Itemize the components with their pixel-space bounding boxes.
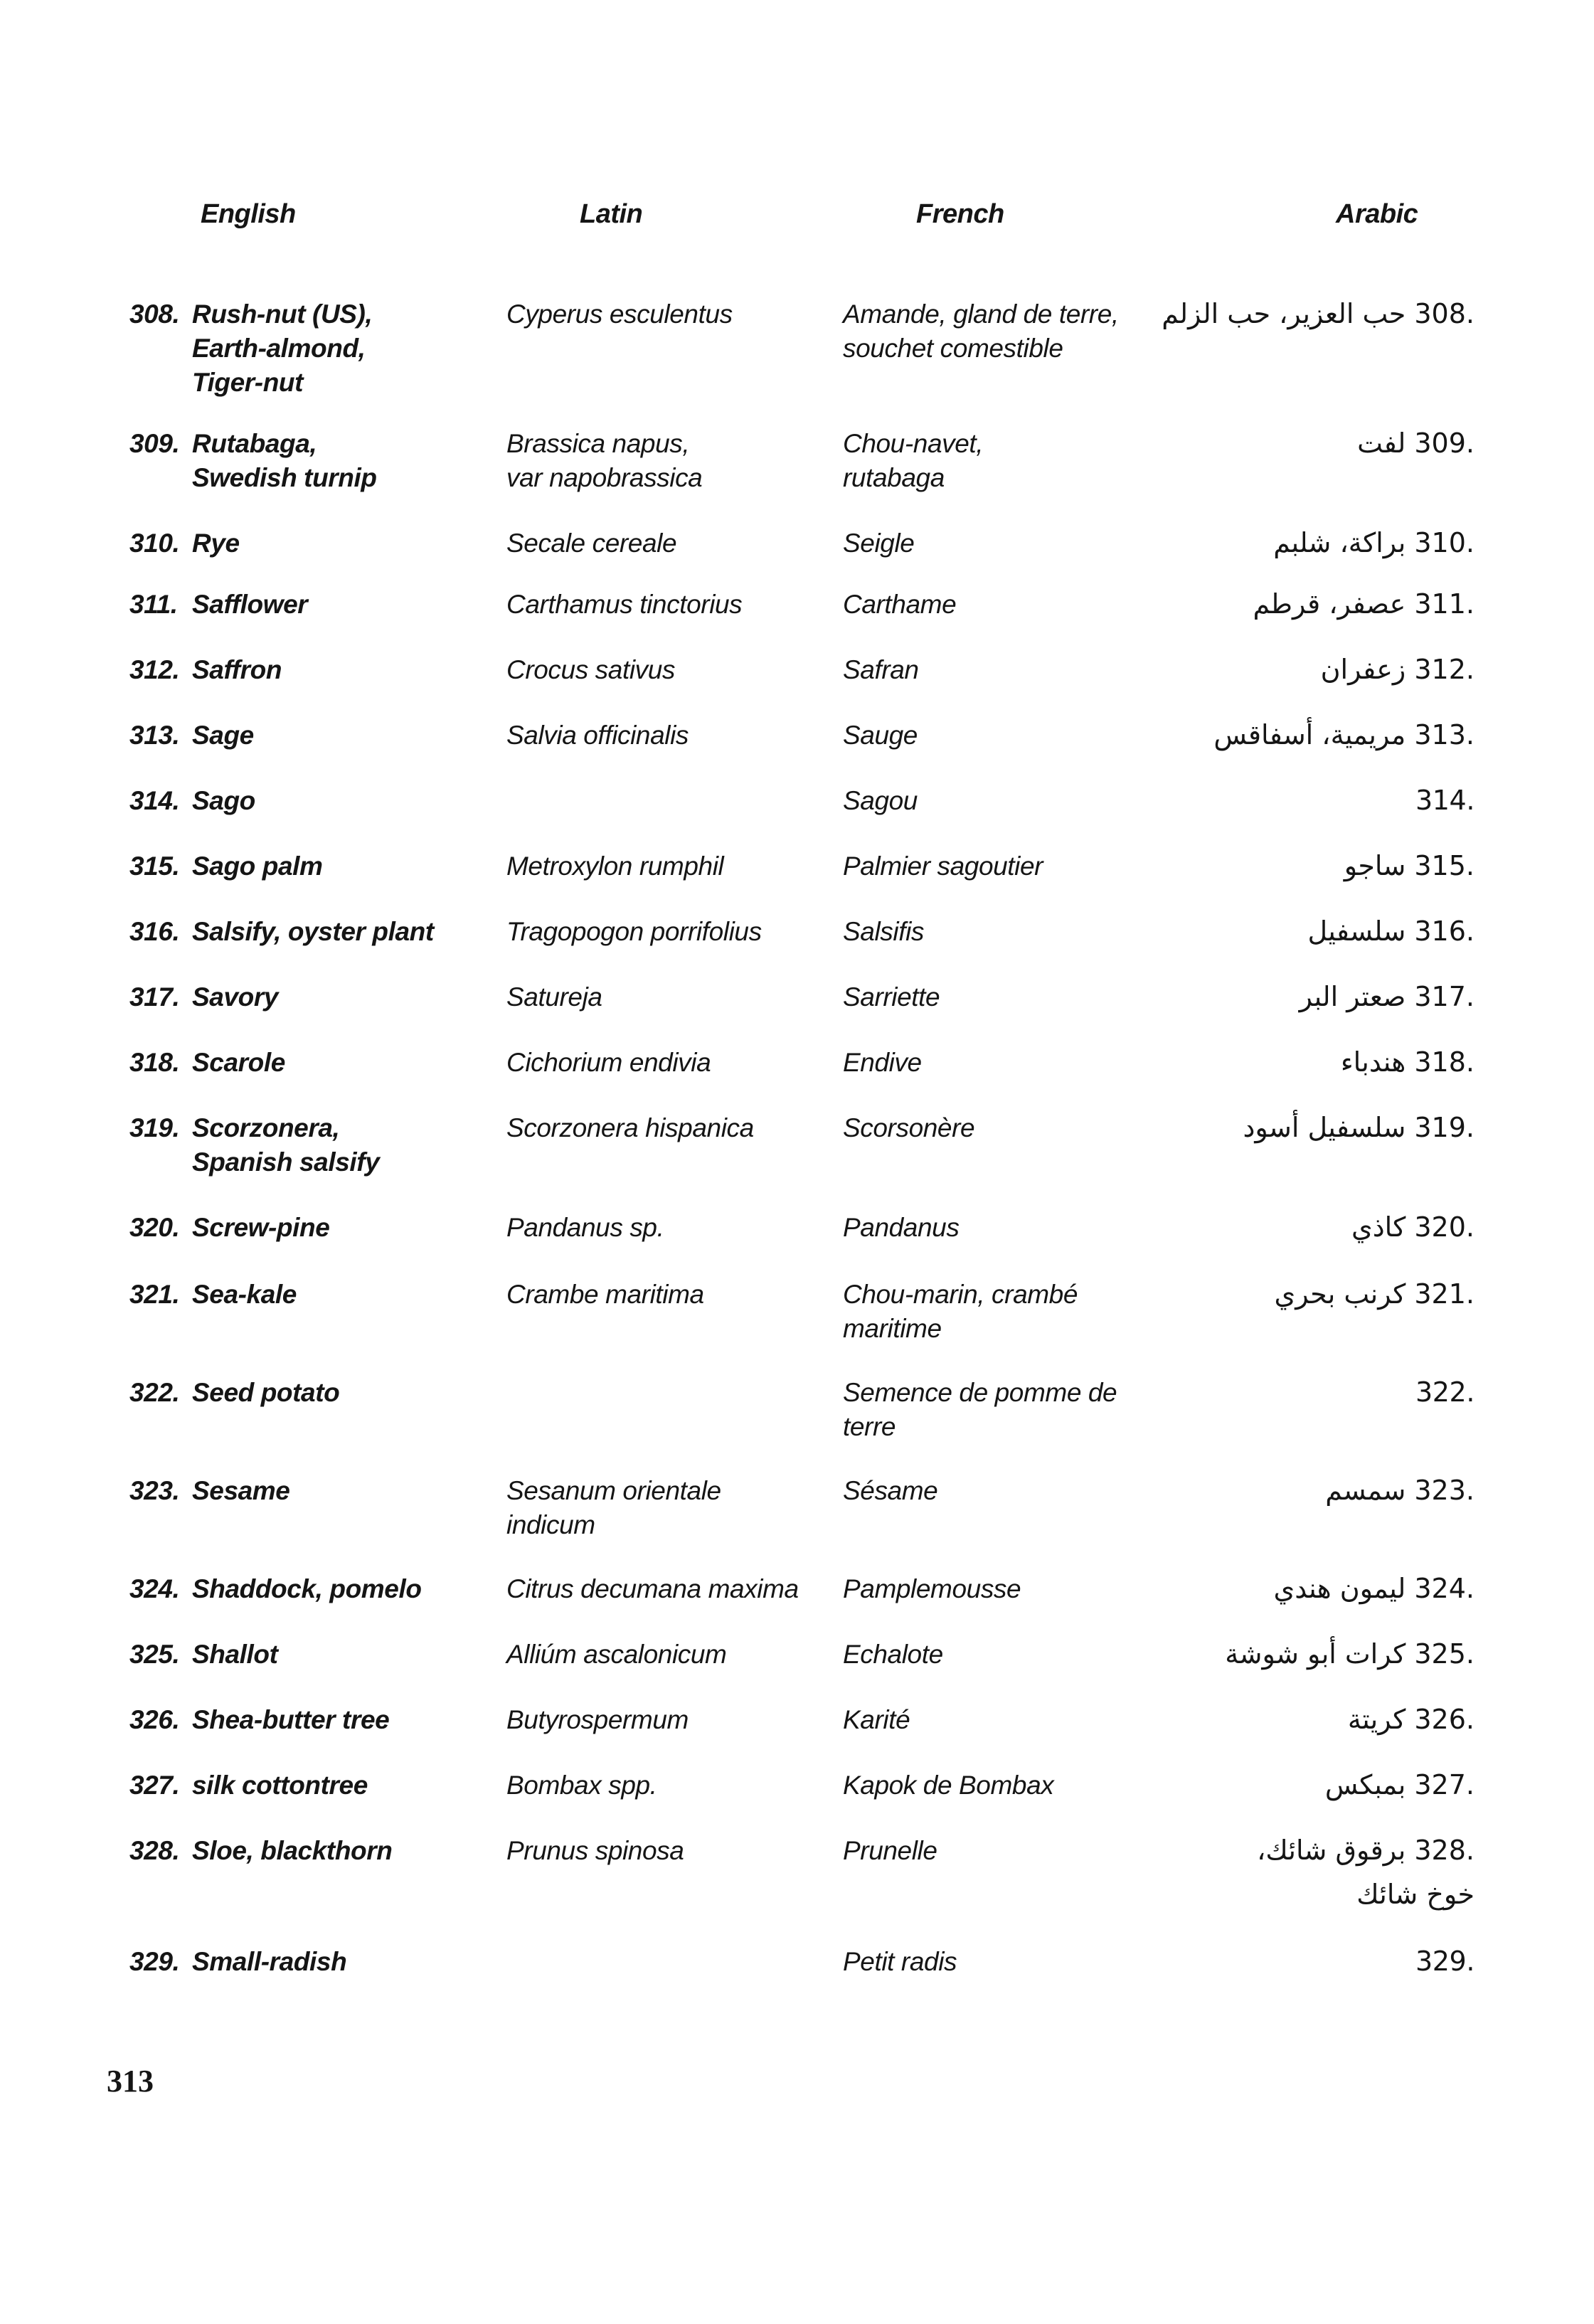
entry-latin: Crocus sativus <box>506 655 676 684</box>
header-english: English <box>201 199 296 229</box>
entry-french: Amande, gland de terre, souchet comestible <box>843 299 1119 363</box>
entry-arabic-text: .311 عصفر، قرطم <box>1253 588 1475 620</box>
entry-latin: Prunus spinosa <box>506 1836 684 1865</box>
entry-latin: Cichorium endivia <box>506 1048 711 1077</box>
entry-latin: Butyrospermum <box>506 1705 689 1734</box>
entry-arabic-text: .320 كاذي <box>1351 1211 1475 1243</box>
entry-arabic <box>1048 582 1475 626</box>
entry-latin: Scorzonera hispanica <box>506 1113 754 1142</box>
entry-arabic-text: .324 ليمون هندي <box>1273 1573 1475 1604</box>
entry-arabic <box>1048 1468 1475 1512</box>
entry-latin: Satureja <box>506 982 602 1012</box>
entry-english: Rush-nut (US), Earth-almond, Tiger-nut <box>192 299 373 397</box>
entry-latin: Metroxylon rumphil <box>506 851 724 881</box>
entry-english: Sea-kale <box>192 1280 297 1309</box>
entry-arabic-text: .319 سلسفيل أسود <box>1243 1112 1475 1143</box>
entry-english: Shea-butter tree <box>192 1705 390 1734</box>
entry-arabic-text: .326 كريتة <box>1347 1704 1475 1735</box>
entry-arabic <box>1048 1370 1475 1414</box>
entry-arabic-text: .322 <box>1415 1376 1475 1408</box>
entry-latin: Secale cereale <box>506 529 677 558</box>
entry-arabic-text: .327 بمبكس <box>1324 1769 1475 1800</box>
entry-english: Savory <box>192 982 279 1012</box>
entry-arabic-text: .325 كرات أبو شوشة <box>1225 1638 1475 1670</box>
entry-french: Chou-navet, rutabaga <box>843 429 984 492</box>
entry-english: Shallot <box>192 1640 278 1669</box>
entry-english: Sago palm <box>192 851 323 881</box>
entry-arabic <box>1048 1632 1475 1676</box>
entry-arabic-text: .328 برقوق شائك، خوخ شائك <box>1257 1835 1475 1910</box>
entry-arabic-text: .313 مريمية، أسفاقس <box>1213 719 1475 750</box>
entry-arabic <box>1048 844 1475 888</box>
entry-french: Seigle <box>843 529 915 558</box>
entry-arabic <box>1048 292 1475 336</box>
entry-english: Small-radish <box>192 1947 347 1976</box>
entry-arabic <box>1048 421 1475 465</box>
entry-french: Kapok de Bombax <box>843 1771 1054 1800</box>
entry-number: 323. <box>129 1476 180 1505</box>
entry-latin: Citrus decumana maxima <box>506 1574 799 1603</box>
entry-number: 315. <box>129 851 180 881</box>
entry-arabic-text: .329 <box>1415 1946 1475 1977</box>
entry-arabic <box>1048 1105 1475 1150</box>
entry-english: Screw-pine <box>192 1213 330 1242</box>
entry-latin: Alliúm ascalonicum <box>506 1640 727 1669</box>
entry-french: Echalote <box>843 1640 943 1669</box>
entry-arabic-text: .318 هندباء <box>1340 1046 1475 1078</box>
header-arabic: Arabic <box>1336 199 1418 229</box>
entry-number: 320. <box>129 1213 180 1242</box>
entry-french: Endive <box>843 1048 922 1077</box>
header-latin: Latin <box>580 199 643 229</box>
entry-number: 309. <box>129 429 180 458</box>
entry-english: Sesame <box>192 1476 290 1505</box>
entry-arabic-text: .310 براكة، شلبم <box>1273 527 1475 558</box>
entry-french: Pandanus <box>843 1213 960 1242</box>
entry-french: Prunelle <box>843 1836 937 1865</box>
entry-latin: Sesanum orientale indicum <box>506 1476 721 1539</box>
entry-english: Saffron <box>192 655 282 684</box>
entry-arabic <box>1048 975 1475 1019</box>
entry-french: Safran <box>843 655 919 684</box>
entry-latin: Tragopogon porrifolius <box>506 917 762 946</box>
entry-arabic <box>1048 1566 1475 1611</box>
entry-french: Carthame <box>843 590 957 619</box>
entry-arabic <box>1048 1040 1475 1084</box>
entry-latin: Pandanus sp. <box>506 1213 664 1242</box>
entry-english: Rye <box>192 529 240 558</box>
entry-number: 310. <box>129 529 180 558</box>
entry-arabic <box>1048 1828 1475 1916</box>
entry-arabic-text: .312 زعفران <box>1320 654 1475 685</box>
entry-number: 322. <box>129 1378 180 1407</box>
entry-number: 312. <box>129 655 180 684</box>
entry-arabic <box>1048 778 1475 822</box>
entry-latin: Brassica napus, var napobrassica <box>506 429 703 492</box>
entry-latin: Bombax spp. <box>506 1771 657 1800</box>
entry-english: Scorzonera, Spanish salsify <box>192 1113 380 1177</box>
entry-french: Scorsonère <box>843 1113 975 1142</box>
entry-arabic-text: .309 لفت <box>1357 428 1475 459</box>
entry-english: Safflower <box>192 590 308 619</box>
entry-arabic-text: .321 كرنب بحري <box>1274 1278 1475 1310</box>
entry-arabic-text: .314 <box>1415 785 1475 816</box>
entry-french: Sauge <box>843 721 918 750</box>
entry-arabic <box>1048 521 1475 565</box>
entry-latin: Cyperus esculentus <box>506 299 733 329</box>
entry-number: 311. <box>129 590 178 619</box>
entry-number: 321. <box>129 1280 180 1309</box>
entry-english: Sage <box>192 721 254 750</box>
entry-latin: Salvia officinalis <box>506 721 689 750</box>
entry-arabic-text: .323 سمسم <box>1325 1475 1475 1506</box>
entry-french: Pamplemousse <box>843 1574 1021 1603</box>
entry-french: Petit radis <box>843 1947 957 1976</box>
entry-number: 327. <box>129 1771 180 1800</box>
entry-arabic <box>1048 1205 1475 1249</box>
entry-arabic-text: .317 صعتر البر <box>1299 981 1475 1012</box>
entry-french: Salsifis <box>843 917 924 946</box>
entry-number: 313. <box>129 721 180 750</box>
entry-english: Seed potato <box>192 1378 340 1407</box>
entry-french: Semence de pomme de terre <box>843 1378 1117 1441</box>
entry-french: Sarriette <box>843 982 940 1012</box>
header-french: French <box>916 199 1004 229</box>
entry-arabic-text: .316 سلسفيل <box>1307 916 1475 947</box>
entry-arabic-text: .308 حب العزير، حب الزلم <box>1162 298 1475 329</box>
entry-number: 317. <box>129 982 180 1012</box>
entry-french: Sagou <box>843 786 918 815</box>
entry-english: Shaddock, pomelo <box>192 1574 422 1603</box>
entry-french: Palmier sagoutier <box>843 851 1043 881</box>
entry-arabic <box>1048 1272 1475 1316</box>
entry-english: Scarole <box>192 1048 285 1077</box>
entry-english: Sago <box>192 786 255 815</box>
entry-arabic <box>1048 713 1475 757</box>
entry-english: Salsify, oyster plant <box>192 917 434 946</box>
entry-latin: Crambe maritima <box>506 1280 704 1309</box>
entry-number: 308. <box>129 299 180 329</box>
entry-arabic-text: .315 ساجو <box>1344 850 1475 881</box>
entry-arabic <box>1048 1939 1475 1983</box>
entry-english: Sloe, blackthorn <box>192 1836 393 1865</box>
entry-french: Sésame <box>843 1476 938 1505</box>
entry-number: 318. <box>129 1048 180 1077</box>
entry-arabic <box>1048 647 1475 691</box>
entry-number: 325. <box>129 1640 180 1669</box>
entry-english: Rutabaga, Swedish turnip <box>192 429 377 492</box>
entry-number: 324. <box>129 1574 180 1603</box>
entry-latin: Carthamus tinctorius <box>506 590 743 619</box>
entry-english: silk cottontree <box>192 1771 368 1800</box>
entry-arabic <box>1048 909 1475 953</box>
entry-french: Chou-marin, crambé maritime <box>843 1280 1078 1343</box>
entry-number: 329. <box>129 1947 180 1976</box>
entry-arabic <box>1048 1763 1475 1807</box>
entry-number: 316. <box>129 917 180 946</box>
entry-french: Karité <box>843 1705 910 1734</box>
entry-number: 328. <box>129 1836 180 1865</box>
entry-number: 314. <box>129 786 180 815</box>
entry-arabic <box>1048 1697 1475 1741</box>
entry-number: 319. <box>129 1113 180 1142</box>
entry-number: 326. <box>129 1705 180 1734</box>
page-number: 313 <box>107 2064 154 2099</box>
